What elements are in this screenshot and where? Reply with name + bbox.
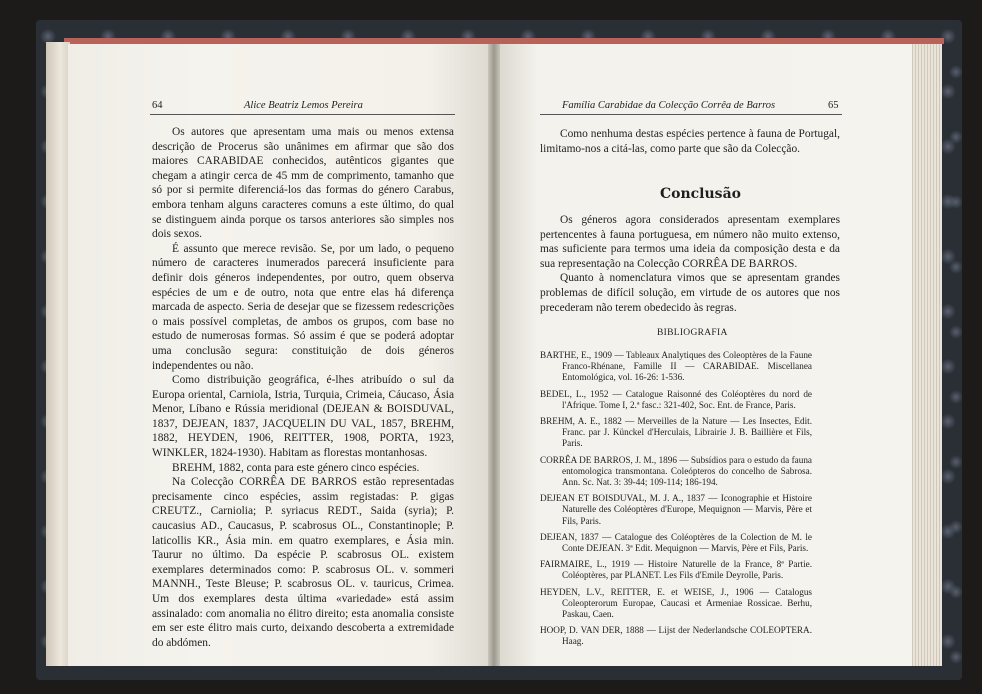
left-running-head: Alice Beatriz Lemos Pereira [244, 100, 363, 111]
left-page-stack [46, 42, 70, 666]
right-page-stack [910, 44, 942, 666]
left-header-rule [150, 114, 455, 115]
section-heading: Conclusão [660, 186, 741, 202]
left-paragraph-1: Os autores que apresentam uma mais ou menos extensa descrição de Procerus são unânimes em afirmar que são dos maiores CARABIDAE conhecidos, autênticos gigantes que chegam a atingir cerca de 45 mm de comprimento, tamanho que só por si permite diferenciá-los das formas do género Carabus, embora tenham alguns caracteres comuns a este último, do qual se distinguem ainda porque os tarsos anteriores são simples nos dois sexos. [152, 126, 454, 241]
left-paragraph-2: É assunto que merece revisão. Se, por um lado, o pequeno número de caracteres inumerados parecerá insuficiente para definir dois géneros independentes, por outro, quem observa espécies de um e de outro, nota que entre elas há diferença marcada de aspecto. Seria de desejar que se fizessem redescrições o mais possível completas, de ambos os grupos, com base no estudo de numerosas formas. Só assim é que se poderá adoptar uma conclusão segura: constituição de dois géneros independentes ou não. [152, 242, 454, 372]
bibliography-entry: DEJEAN, 1837 — Catalogue des Coléoptères de la Colection de M. le Conte DEJEAN. 3ª Edit. Mequignon — Marvis, Père et Fils, Paris. [540, 531, 812, 554]
left-paragraph-3: Como distribuição geográfica, é-lhes atribuído o sul da Europa oriental, Carniola, Istria, Turquia, Crimeia, Cáucaso, Ásia Menor, Líbano e Rússia meridional (DEJEAN & BOISDUVAL, 1837, DEJEAN, 1837, JACQUELIN DU VAL, 1857, BREHM, 1882, HEYDEN, 1906, REITTER, 1908, PORTA, 1923, WINKLER, 1824-1930). Habitam as florestas montanhosas. [152, 374, 454, 460]
right-intro-paragraph: Como nenhuma destas espécies pertence à fauna de Portugal, limitamo-nos a citá-las, como parte que são da Colecção. [540, 128, 840, 155]
right-running-head: Família Carabidae da Colecção Corrêa de Barros [562, 100, 776, 111]
book-gutter [488, 44, 500, 666]
conclusion-body [540, 213, 840, 315]
bibliography-entry: BEDEL, L., 1952 — Catalogue Raisonné des Coléoptères du nord de l'Afrique. Tome I, 2.ª fasc.: 321-402, Soc. Ent. de France, Paris. [540, 388, 812, 410]
left-page-number: 64 [152, 100, 163, 111]
bibliography-entry: HEYDEN, L.V., REITTER, E. et WEISE, J., 1906 — Catalogus Coleopterorum Europae, Caucasi et Armeniae Rossicae. Berhu, Paskau, Caen. [540, 586, 812, 620]
right-header-rule [540, 114, 842, 115]
right-page-number: 65 [828, 100, 839, 111]
bibliography-entry: HOOP, D. VAN DER, 1888 — Lijst der Nederlandsche COLEOPTERA. Haag. [540, 625, 812, 647]
left-paragraph-5: Na Colecção CORRÊA DE BARROS estão representadas precisamente cinco espécies, assim registadas: P. gigas CREUTZ., Carniolia; P. syriacus REDT., Saida (syria); P. caucasius AD., Caucasus, P. scabrosus OL., Constantinople; P. laticollis KR., Ásia min. em quatro exemplares, e Ásia min. Taurur no último. Da espécie P. scabrosus OL. existem exemplares determinados como: P. scabrosus OL. v. sommeri MANNH., Teste Bleuse; P. scabrosus OL. v. tauricus, Crimea. Um dos exemplares desta última «variedade» está assim assinalado: com anomalia no élitro direito; esta anomalia consiste em ser este élitro mais curto, deixando descoberta a extremidade do abdómen. [152, 476, 454, 649]
right-intro [540, 127, 840, 156]
conclusion-paragraph-1: Os géneros agora considerados apresentam exemplares pertencentes à fauna portuguesa, em número não muito extenso, mas suficiente para termos uma ideia da composição desta e da sua representação na Colecção CORRÊA DE BARROS. [540, 214, 840, 270]
left-body [152, 125, 454, 650]
bibliography-entry: BARTHE, E., 1909 — Tableaux Analytiques des Coleoptères de la Faune Franco-Rhénane, Famille II — CARABIDAE. Miscellanea Entomológica, vol. 16-26: 1-536. [540, 350, 812, 383]
left-paragraph-4: BREHM, 1882, conta para este género cinco espécies. [172, 461, 420, 474]
bibliography-entry: DEJEAN ET BOISDUVAL, M. J. A., 1837 — Iconographie et Histoire Naturelle des Coléoptères d'Europe, Mequignon — Marvis, Père et Fils, Paris. [540, 493, 812, 526]
conclusion-paragraph-2: Quanto à nomenclatura vimos que se apresentam grandes problemas de difícil solução, em virtude de os autores que nos precederam não terem obedecido às regras. [540, 272, 840, 314]
bibliography-entry: FAIRMAIRE, L., 1919 — Histoire Naturelle de la France, 8ª Partie. Coléoptères, par PLANET. Les Fils d'Emile Deyrolle, Paris. [540, 559, 812, 581]
bibliography-entry: CORRÊA DE BARROS, J. M., 1896 — Subsídios para o estudo da fauna entomologica transmontana. Coleópteros do concelho de Sabrosa. Ann. Sc. Nat. 3: 39-44; 109-114; 186-194. [540, 454, 812, 488]
bibliography-list [540, 350, 812, 653]
bibliography-title: BIBLIOGRAFIA [657, 328, 728, 338]
bibliography-entry: BREHM, A. E., 1882 — Merveilles de la Nature — Les Insectes, Edit. Franc. par J. Künckel d'Herculais, Librairie J. B. Baillière et Fils, Paris. [540, 416, 812, 449]
